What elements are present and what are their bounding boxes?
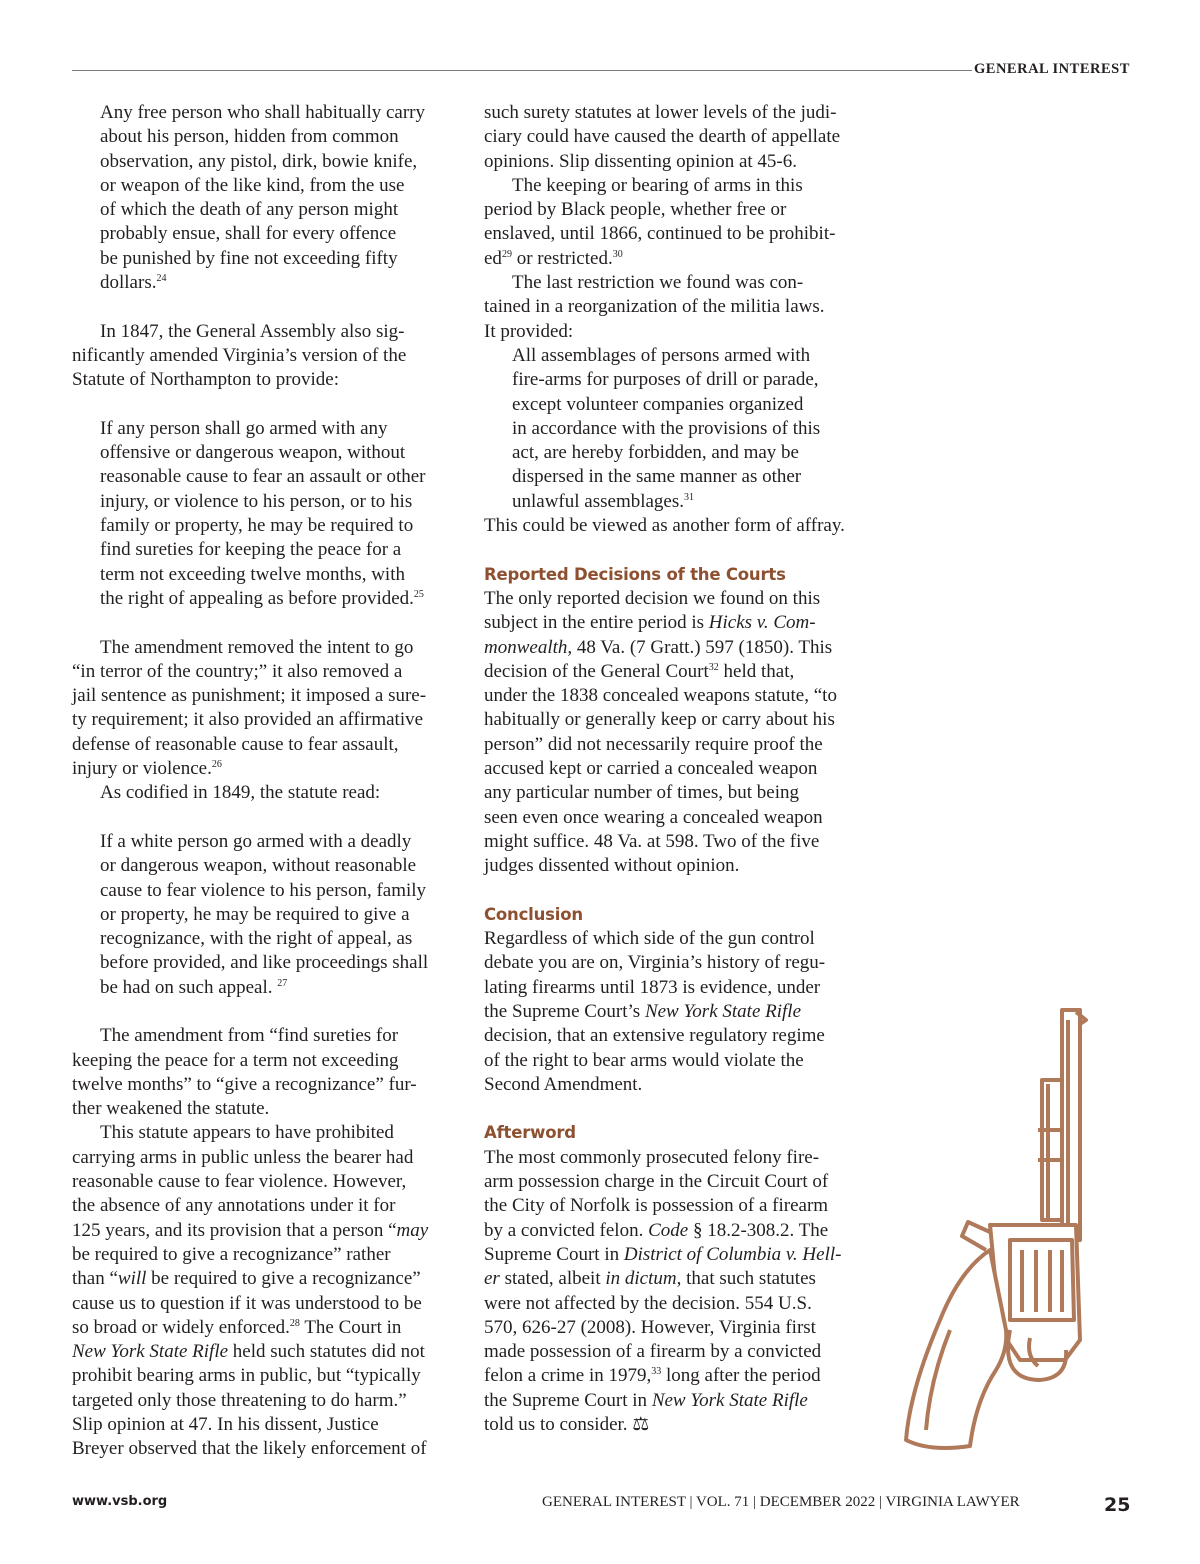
line-text: were not affected by the decision. 554 U.S. [484,1292,812,1314]
footnote-ref: 30 [612,248,623,260]
line-text: jail sentence as punishment; it imposed a sure- [72,685,427,707]
text-line [72,150,450,174]
paragraph-gap [484,1097,862,1121]
text-line [72,951,450,975]
line-text: enslaved, until 1866, continued to be prohibit- [484,223,836,245]
revolver-icon [890,1000,1090,1460]
footnote-ref: 24 [156,273,167,285]
text-line [72,1340,450,1364]
text-line [72,1219,450,1243]
text-line [72,247,450,271]
line-text: decision, that an extensive regulatory regime [484,1025,825,1047]
footer-issue-info: GENERAL INTEREST | VOL. 71 | DECEMBER 2022 | VIRGINIA LAWYER [542,1494,1020,1510]
line-text: It provided: [484,320,574,342]
footnote-ref: 29 [501,248,512,260]
line-text: about his person, hidden from common [100,126,399,148]
text-line [484,1024,862,1048]
text-line [72,441,450,465]
text-line [484,854,862,878]
text-line [72,976,450,1000]
line-text: Statute of Northampton to provide: [72,369,340,391]
text-line [484,1243,862,1267]
line-text: felon a crime in 1979, [484,1365,652,1387]
line-text: This statute appears to have prohibited [100,1122,394,1144]
line-text: under the 1838 concealed weapons statute, “to [484,685,837,707]
text-line [72,1121,450,1145]
line-text: such surety statutes at lower levels of the judi- [484,102,837,123]
text-line [72,320,450,344]
italic-text: New York State Rifle [651,1389,808,1411]
paragraph-gap [72,806,450,830]
line-text: recognizance, with the right of appeal, as [100,928,413,950]
text-line [72,660,450,684]
line-text: long after the period [661,1365,821,1387]
text-line [484,344,862,368]
text-line [484,1049,862,1073]
line-text: The amendment from “find sureties for [100,1025,399,1047]
italic-text: may [396,1219,429,1241]
footnote-ref: 32 [708,661,719,673]
line-text: before provided, and like proceedings shall [100,952,429,974]
line-text: subject in the entire period is [484,612,709,634]
line-text: injury or violence. [72,758,212,780]
line-text: except volunteer companies organized [512,393,804,415]
line-text: lating firearms until 1873 is evidence, under [484,976,821,998]
text-line [72,708,450,732]
line-text: told us to consider. ⚖ [484,1414,650,1436]
text-line [72,636,450,660]
line-text: The most commonly prosecuted felony fire- [484,1146,820,1168]
line-text: Regardless of which side of the gun control [484,928,815,950]
text-line [72,1146,450,1170]
text-line [72,587,450,611]
line-text: twelve months” to “give a recognizance” fur- [72,1073,417,1095]
line-text: The Court in [299,1316,402,1338]
line-text: family or property, he may be required to [100,515,414,537]
text-line [484,781,862,805]
text-line [72,1243,450,1267]
text-line [72,879,450,903]
line-text: habitually or generally keep or carry about his [484,709,835,731]
text-line [484,247,862,271]
line-text: 125 years, and its provision that a person “ [72,1219,397,1241]
line-text: judges dissented without opinion. [484,855,740,877]
section-heading [484,1121,862,1145]
line-text: The keeping or bearing of arms in this [512,174,803,196]
text-line [484,636,862,660]
text-line [484,587,862,611]
text-line [484,1170,862,1194]
text-line [72,733,450,757]
text-line [72,514,450,538]
italic-text: will [117,1268,147,1290]
text-line [484,441,862,465]
line-text: so broad or widely enforced. [72,1316,290,1338]
footnote-ref: 33 [651,1366,662,1378]
line-text: injury, or violence to his person, or to his [100,490,413,512]
line-text: defense of reasonable cause to fear assault, [72,733,399,755]
text-line [72,198,450,222]
line-text: Any free person who shall habitually carry [100,102,426,123]
line-text: fire-arms for purposes of drill or parade, [512,369,819,391]
line-text: targeted only those threatening to do harm.” [72,1389,407,1411]
page-number: 25 [1104,1494,1131,1516]
text-line [484,1292,862,1316]
line-text: stated, albeit [499,1268,606,1290]
line-text: As codified in 1849, the statute read: [100,782,381,804]
footnote-ref: 27 [277,977,288,989]
text-line [72,903,450,927]
line-text: In 1847, the General Assembly also sig- [100,320,405,342]
paragraph-gap [72,393,450,417]
left-column [72,101,450,1462]
text-line [484,101,862,125]
line-text: the right of appealing as before provided. [100,587,414,609]
text-line [72,101,450,125]
text-line [72,465,450,489]
text-line [72,1316,450,1340]
paragraph-gap [72,295,450,319]
line-text: , that such statutes [676,1268,816,1290]
text-line [484,1146,862,1170]
text-line [484,465,862,489]
paragraph-gap [72,611,450,635]
line-text: decision of the General Court [484,660,709,682]
text-line [484,1267,862,1291]
text-line [484,514,862,538]
text-line [484,708,862,732]
line-text: person” did not necessarily require proof the [484,733,823,755]
text-line [484,1000,862,1024]
line-text: ciary could have caused the dearth of appellate [484,126,841,148]
footnote-ref: 25 [413,588,424,600]
line-text: accused kept or carried a concealed weapon [484,758,818,780]
text-line [72,538,450,562]
text-line [484,951,862,975]
line-text: might suffice. 48 Va. at 598. Two of the five [484,830,820,852]
paragraph-gap [484,879,862,903]
text-line [484,490,862,514]
text-line [72,757,450,781]
line-text: Conclusion [484,904,583,924]
line-text: of which the death of any person might [100,199,399,221]
line-text: or dangerous weapon, without reasonable [100,855,417,877]
line-text: ther weakened the statute. [72,1098,270,1120]
text-line [72,1024,450,1048]
line-text: unlawful assemblages. [512,490,685,512]
header-rule [72,70,972,71]
text-line [72,1413,450,1437]
line-text: reasonable cause to fear violence. However, [72,1171,407,1193]
text-line [72,1194,450,1218]
text-line [484,1389,862,1413]
line-text: term not exceeding twelve months, with [100,563,405,585]
text-line [72,1389,450,1413]
line-text: dispersed in the same manner as other [512,466,802,488]
text-line [484,1194,862,1218]
line-text: If a white person go armed with a deadly [100,830,412,852]
line-text: offensive or dangerous weapon, without [100,442,406,464]
text-line [72,781,450,805]
text-line [72,222,450,246]
line-text: act, are hereby forbidden, and may be [512,442,799,464]
text-line [484,222,862,246]
text-line [484,295,862,319]
line-text: carrying arms in public unless the bearer had [72,1146,414,1168]
text-line [484,1073,862,1097]
text-line [72,1364,450,1388]
text-line [72,563,450,587]
line-text: any particular number of times, but being [484,782,799,804]
line-text: nificantly amended Virginia’s version of the [72,344,407,366]
line-text: than “ [72,1268,118,1290]
text-line [484,368,862,392]
line-text: or weapon of the like kind, from the use [100,174,405,196]
line-text: be required to give a recognizance” rather [72,1243,391,1265]
line-text: Second Amendment. [484,1073,643,1095]
line-text: the Supreme Court’s [484,1000,645,1022]
text-line [484,733,862,757]
text-line [484,611,862,635]
text-line [72,1097,450,1121]
line-text: Breyer observed that the likely enforcement of [72,1438,427,1460]
italic-text: in dictum [605,1268,677,1290]
text-line [72,368,450,392]
text-line [72,1292,450,1316]
line-text: All assemblages of persons armed with [512,344,811,366]
line-text: keeping the peace for a term not exceeding [72,1049,399,1071]
text-line [484,1364,862,1388]
line-text: Reported Decisions of the Courts [484,564,786,584]
text-line [484,150,862,174]
line-text: made possession of a firearm by a convicted [484,1341,822,1363]
line-text: Afterword [484,1123,576,1143]
text-line [484,1219,862,1243]
right-column [484,101,862,1437]
text-line [484,417,862,441]
text-line [72,490,450,514]
footnote-ref: 28 [289,1317,300,1329]
line-text: seen even once wearing a concealed weapon [484,806,823,828]
footer-url[interactable]: www.vsb.org [72,1494,168,1509]
text-line [72,344,450,368]
line-text: “in terror of the country;” it also removed a [72,660,403,682]
line-text: observation, any pistol, dirk, bowie knife, [100,150,418,172]
text-line [484,927,862,951]
line-text: or restricted. [511,247,613,269]
text-line [72,174,450,198]
text-line [72,1437,450,1461]
italic-text: New York State Rifle [644,1000,801,1022]
footnote-ref: 31 [684,491,695,503]
text-line [72,125,450,149]
line-text: arm possession charge in the Circuit Court of [484,1171,829,1193]
line-text: period by Black people, whether free or [484,199,787,221]
section-heading [484,903,862,927]
line-text: held that, [718,660,795,682]
line-text: prohibit bearing arms in public, but “typically [72,1365,421,1387]
text-line [72,684,450,708]
text-line [72,1073,450,1097]
line-text: be punished by fine not exceeding fifty [100,247,398,269]
text-line [484,660,862,684]
text-line [72,1049,450,1073]
line-text: cause us to question if it was understood to be [72,1292,422,1314]
italic-text: District of Columbia v. Hell- [623,1243,842,1265]
italic-text: er [484,1268,500,1290]
line-text: This could be viewed as another form of affray. [484,515,845,537]
line-text: or property, he may be required to give a [100,903,410,925]
italic-text: New York State Rifle [72,1341,229,1363]
section-heading [484,563,862,587]
line-text: the Supreme Court in [484,1389,652,1411]
paragraph-gap [72,1000,450,1024]
text-line [72,1170,450,1194]
line-text: be had on such appeal. [100,976,278,998]
text-line [484,976,862,1000]
text-line [484,393,862,417]
text-line [72,854,450,878]
text-line [484,125,862,149]
line-text: held such statutes did not [228,1341,425,1363]
italic-text: Code [648,1219,689,1241]
text-line [484,320,862,344]
line-text: find sureties for keeping the peace for a [100,539,402,561]
line-text: ed [484,247,502,269]
line-text: cause to fear violence to his person, family [100,879,427,901]
text-line [72,927,450,951]
line-text: opinions. Slip dissenting opinion at 45-6. [484,150,797,172]
line-text: debate you are on, Virginia’s history of regu- [484,952,826,974]
line-text: The last restriction we found was con- [512,272,804,294]
line-text: ty requirement; it also provided an affirmative [72,709,424,731]
section-label: GENERAL INTEREST [974,61,1130,77]
line-text: the absence of any annotations under it for [72,1195,396,1217]
text-line [72,1267,450,1291]
text-line [484,271,862,295]
line-text: be required to give a recognizance” [146,1268,421,1290]
line-text: If any person shall go armed with any [100,417,388,439]
text-line [484,174,862,198]
line-text: 48 Va. (7 Gratt.) 597 (1850). This [572,636,833,658]
line-text: dollars. [100,272,157,294]
line-text: reasonable cause to fear an assault or other [100,466,426,488]
line-text: of the right to bear arms would violate the [484,1049,804,1071]
line-text: The amendment removed the intent to go [100,636,414,658]
text-line [72,271,450,295]
line-text: Slip opinion at 47. In his dissent, Justice [72,1414,379,1436]
text-line [484,684,862,708]
line-text: probably ensue, shall for every offence [100,223,397,245]
italic-text: monwealth, [484,636,573,658]
text-line [484,806,862,830]
text-line [72,830,450,854]
paragraph-gap [484,538,862,562]
italic-text: Hicks v. Com- [708,612,816,634]
line-text: § 18.2-308.2. The [688,1219,829,1241]
text-line [72,417,450,441]
text-line [484,830,862,854]
text-line [484,757,862,781]
footnote-ref: 26 [211,759,222,771]
line-text: in accordance with the provisions of this [512,417,821,439]
line-text: tained in a reorganization of the militia laws. [484,296,825,318]
text-line [484,1316,862,1340]
line-text: the City of Norfolk is possession of a firearm [484,1195,829,1217]
line-text: The only reported decision we found on this [484,587,821,609]
text-line [484,198,862,222]
line-text: by a convicted felon. [484,1219,649,1241]
text-line [484,1413,862,1437]
line-text: Supreme Court in [484,1243,624,1265]
line-text: 570, 626-27 (2008). However, Virginia first [484,1316,816,1338]
text-line [484,1340,862,1364]
